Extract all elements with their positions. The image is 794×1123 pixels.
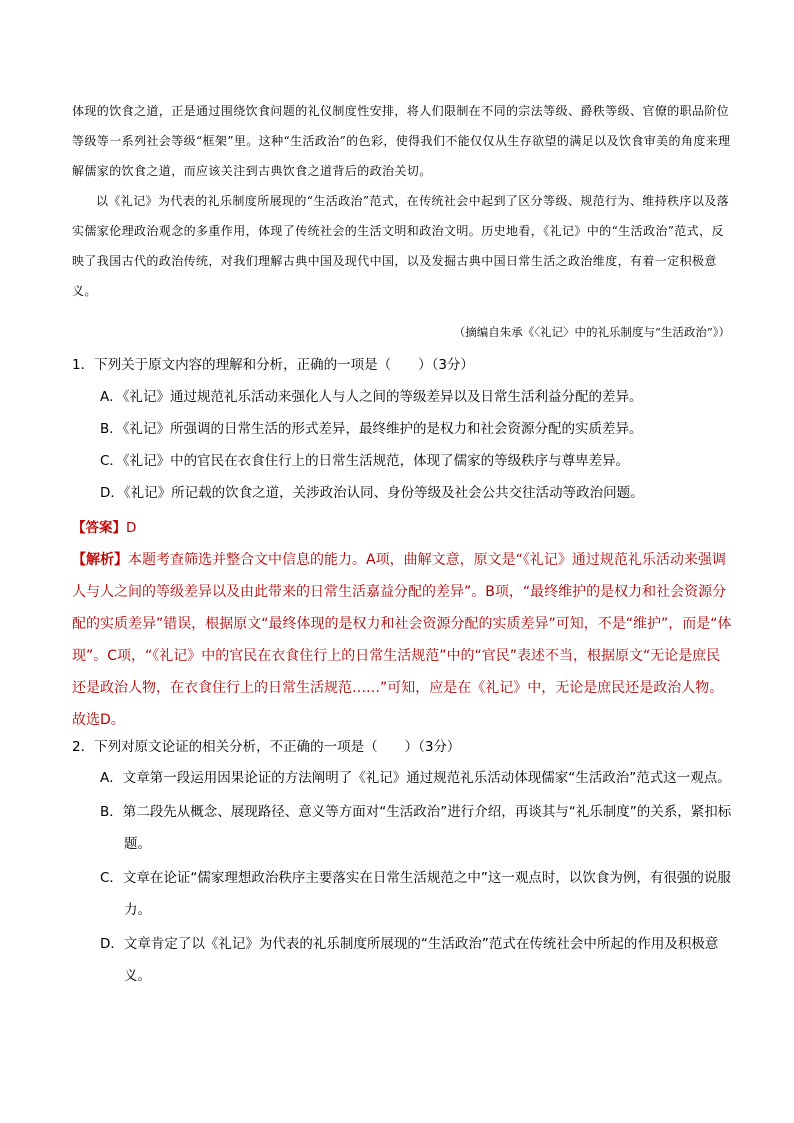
question-2-option-a: A．文章第一段运用因果论证的方法阐明了《礼记》通过规范礼乐活动体现儒家“生活政治”范式这一观点。 bbox=[100, 770, 731, 786]
question-1-option-c: C．《礼记》中的官民在衣食住行上的日常生活规范，体现了儒家的等级秩序与尊卑差异。 bbox=[100, 453, 630, 469]
explanation-text: 本题考查筛选并整合文中信息的能力。A项，曲解文意，原文是“《礼记》通过规范礼乐活动来强调人与人之间的等级差异以及由此带来的日常生活嘉益分配的差异”。B项，“最终维护的是权力和社会资源分配的实质差异”错误，根据原文“最终体现的是权力和社会资源分配的实质差异”可知，不是“维护”，而是“体现”。C项，“《礼记》中的官民在衣食住行上的日常生活规范”中的“官民”表述不当，根据原文“无论是庶民还是政治人物，在衣食住行上的日常生活规范……”可知，应是在《礼记》中，无论是庶民还是政治人物。故选D。 bbox=[72, 552, 732, 728]
passage-source: （摘编自朱承《〈礼记〉中的礼乐制度与“生活政治”》） bbox=[453, 325, 730, 339]
question-2-stem: 2．下列对原文论证的相关分析，不正确的一项是（ ）（3分） bbox=[72, 739, 461, 755]
question-1-answer bbox=[72, 514, 732, 542]
answer-tag: 【答案】 bbox=[72, 520, 126, 536]
answer-value: D bbox=[126, 520, 137, 536]
explanation-tag: 【解析】 bbox=[72, 552, 128, 568]
question-2-option-d: D．文章肯定了以《礼记》为代表的礼乐制度所展现的“生活政治”范式在传统社会中所起的作用及积极意义。 bbox=[100, 936, 719, 984]
question-1-stem: 1．下列关于原文内容的理解和分析，正确的一项是（ ）（3分） bbox=[72, 357, 474, 373]
reading-passage bbox=[72, 96, 732, 306]
question-1-option-b: B．《礼记》所强调的日常生活的形式差异，最终维护的是权力和社会资源分配的实质差异。 bbox=[100, 421, 643, 437]
passage-paragraph-2: 以《礼记》为代表的礼乐制度所展现的“生活政治”范式，在传统社会中起到了区分等级、规范行为、维持秩序以及落实儒家伦理政治观念的多重作用，体现了传统社会的生活文明和政治文明。历史地看，《礼记》中的“生活政治”范式，反映了我国古代的政治传统，对我们理解古典中国及现代中国，以及发掘古典中国日常生活之政治维度，有着一定积极意义。 bbox=[72, 194, 730, 298]
passage-paragraph-1: 体现的饮食之道，正是通过围绕饮食问题的礼仪制度性安排，将人们限制在不同的宗法等级、爵秩等级、官僚的职品阶位等级等一系列社会等级“框架”里。这种“生活政治”的色彩，使得我们不能仅仅从生存欲望的满足以及饮食审美的角度来理解儒家的饮食之道，而应该关注到古典饮食之道背后的政治关切。 bbox=[72, 104, 731, 178]
question-2-option-b: B．第二段先从概念、展现路径、意义等方面对“生活政治”进行介绍，再谈其与“礼乐制度”的关系，紧扣标题。 bbox=[100, 804, 732, 852]
question-1-explanation bbox=[72, 544, 732, 736]
question-2-option-c: C．文章在论证“儒家理想政治秩序主要落实在日常生活规范之中”这一观点时，以饮食为例，有很强的说服力。 bbox=[100, 870, 731, 918]
question-1-option-d: D．《礼记》所记载的饮食之道，关涉政治认同、身份等级及社会公共交往活动等政治问题。 bbox=[100, 485, 644, 501]
question-1 bbox=[72, 352, 732, 736]
question-2 bbox=[72, 734, 732, 992]
question-1-option-a: A．《礼记》通过规范礼乐活动来强化人与人之间的等级差异以及日常生活利益分配的差异。 bbox=[100, 389, 643, 405]
